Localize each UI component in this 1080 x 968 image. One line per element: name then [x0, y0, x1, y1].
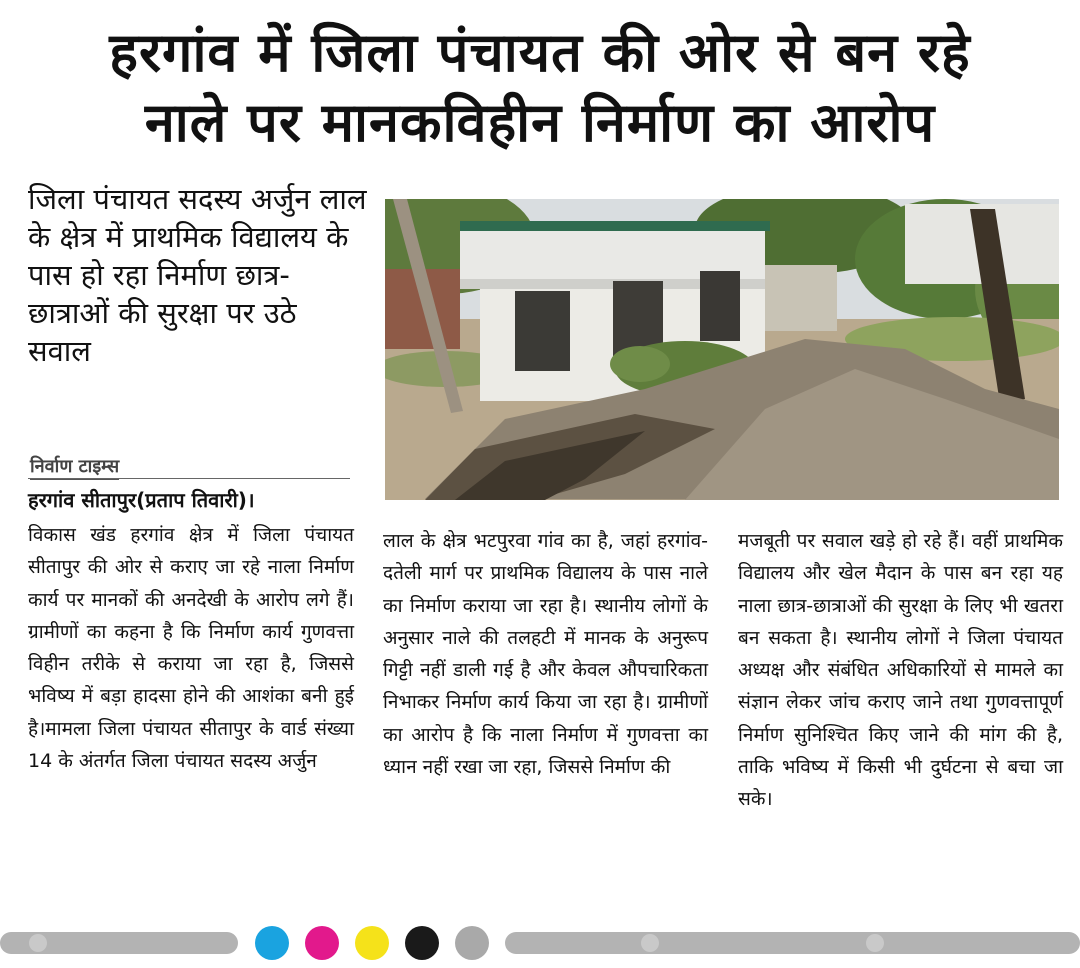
dateline: हरगांव सीतापुर(प्रताप तिवारी)।: [28, 488, 255, 512]
article-column-2: लाल के क्षेत्र भटपुरवा गांव का है, जहां हरगांव-दतेली मार्ग पर प्राथमिक विद्यालय के पास नाले का निर्माण कराया जा रहा है। स्थानीय लोगों के अनुसार नाले की तलहटी में मानक के अनुरूप गिट्टी नहीं डाली गई है और केवल औपचारिकता निभाकर निर्माण कार्य किया जा रहा है। ग्रामीणों का आरोप है कि नाला निर्माण में गुणवत्ता का ध्यान नहीं रखा जा रहा, जिससे निर्माण की: [383, 530, 708, 779]
headline-line-1: हरगांव में जिला पंचायत की ओर से बन रहे: [109, 21, 971, 84]
subheading: जिला पंचायत सदस्य अर्जुन लाल के क्षेत्र में प्राथमिक विद्यालय के पास हो रहा निर्माण छात्र-छात्राओं की सुरक्षा पर उठे सवाल: [28, 182, 367, 368]
article-column-3: मजबूती पर सवाल खड़े हो रहे हैं। वहीं प्राथमिक विद्यालय और खेल मैदान के पास बन रहा यह नाला छात्र-छात्राओं की सुरक्षा के लिए भी खतरा बन सकता है। स्थानीय लोगों ने जिला पंचायत अध्यक्ष और संबंधित अधिकारियों से मामले का संज्ञान लेकर जांच कराए जाने तथा गुणवत्तापूर्ण निर्माण सुनिश्चित किए जाने की मांग की है, ताकि भविष्य में किसी भी दुर्घटना से बचा जा सके।: [738, 530, 1063, 811]
gray-swatch: [455, 926, 489, 960]
publication-name: निर्वाण टाइम्स: [30, 454, 119, 480]
cyan-swatch: [255, 926, 289, 960]
headline-line-2: नाले पर मानकविहीन निर्माण का आरोप: [144, 91, 936, 154]
magenta-swatch: [305, 926, 339, 960]
headline: [0, 18, 1080, 158]
article-column-1: विकास खंड हरगांव क्षेत्र में जिला पंचायत सीतापुर की ओर से कराए जा रहे नाला निर्माण कार्य पर मानकों की अनदेखी के आरोप लगे हैं। ग्रामीणों का कहना है कि निर्माण कार्य गुणवत्ता विहीन तरीके से कराया जा रहा है, जिससे भविष्य में बड़ा हादसा होने की आशंका बनी हुई है।मामला जिला पंचायत सीतापुर के वार्ड संख्या 14 के अंतर्गत जिला पंचायत सदस्य अर्जुन: [28, 524, 354, 773]
byline-divider: [28, 478, 350, 479]
left-bar-dot: [29, 934, 47, 952]
school-building-drain-photo: [385, 199, 1059, 500]
right-gray-bar: [505, 932, 1080, 954]
news-photo: [385, 199, 1059, 500]
black-swatch: [405, 926, 439, 960]
yellow-swatch: [355, 926, 389, 960]
print-registration-bar: [0, 926, 1080, 962]
right-bar-dot-2: [866, 934, 884, 952]
right-bar-dot-1: [641, 934, 659, 952]
